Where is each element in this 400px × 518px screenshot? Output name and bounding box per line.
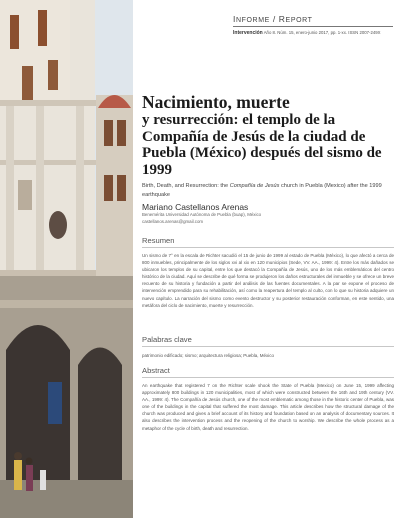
english-title: Birth, Death, and Resurrection: the Compañía de Jesús church in Puebla (Mexico) after the 1999 earthquake xyxy=(142,183,382,198)
church-facade-photo xyxy=(0,0,133,518)
keywords-heading: Palabras clave xyxy=(142,335,394,347)
author-email[interactable]: castellanos.arenas@gmail.com xyxy=(142,218,204,224)
article-front-page xyxy=(142,0,394,518)
resumen-heading: Resumen xyxy=(142,236,394,248)
section-label: INFORME / REPORT xyxy=(233,14,393,27)
author-name: Mariano Castellanos Arenas xyxy=(142,202,249,212)
abstract-heading: Abstract xyxy=(142,366,394,378)
author-affiliation: Benemérita Universidad Autónoma de Puebla (buap), México castellanos.arenas@gmail.com xyxy=(142,212,262,224)
article-title: Nacimiento, muerte y resurrección: el templo de la Compañía de Jesús de la ciudad de Puebla (México) después del sismo de 1999 xyxy=(142,92,382,178)
keywords-text: patrimonio edificado; sismo; arquitectura religiosa; Puebla, México xyxy=(142,353,275,358)
resumen-text: Un sismo de 7° en la escala de Richter sacudió el 15 de junio de 1999 al estado de Puebla (México), lo que afectó a cerca de 800 inmuebles, principalmente de los siglos xvi al xix en 120 municipios (Sede, VV. AA., 1999: 4). Entre los más dañados se ubicaron los templos de su capital, entre los que destacó la Compañía de Jesús, uno de los más emblemáticos del centro histórico de la ciudad. Aquí se describe de qué forma se produjeron los daños estructurales del inmueble y se ofrece un breve recuento de su historia y fundación a partir del análisis de las fuentes documentales. A la par se expone el proceso de intervención emprendido para su rehabilitación, así como la reapertura del templo al culto, con lo que su historia adquiere un nuevo capítulo. La narración del sismo como evento destructor y su posterior restauración conforman, en este sentido, una metáfora del ciclo de nacimiento, muerte y resurrección. xyxy=(142,253,394,308)
abstract-text: An earthquake that registered 7 on the Richter scale shook the State of Puebla (Mexico) on June 15, 1999 affecting approximately 800 buildings in 120 municipalities, most of which were constructed between the 16th and 19th century (VV. AA., 1999: 4). The Compañía de Jesús church, one of the most emblematic among those in the historic center of Puebla, was one of the buildings in the capital that suffered the most damage. This article describes how the structural damage of the church was produced and gives a brief account of its history and foundation based on an analysis of documentary sources. It also describes the intervention process and the reopening of the church to worship. We describe the whole process as a metaphor of the cycle of birth, death and resurrection. xyxy=(142,383,394,431)
issue-info: Intervención Año 8. Núm. 15, enero-junio 2017, pp. 1-xx. ISSN 2007-249X xyxy=(233,30,381,36)
